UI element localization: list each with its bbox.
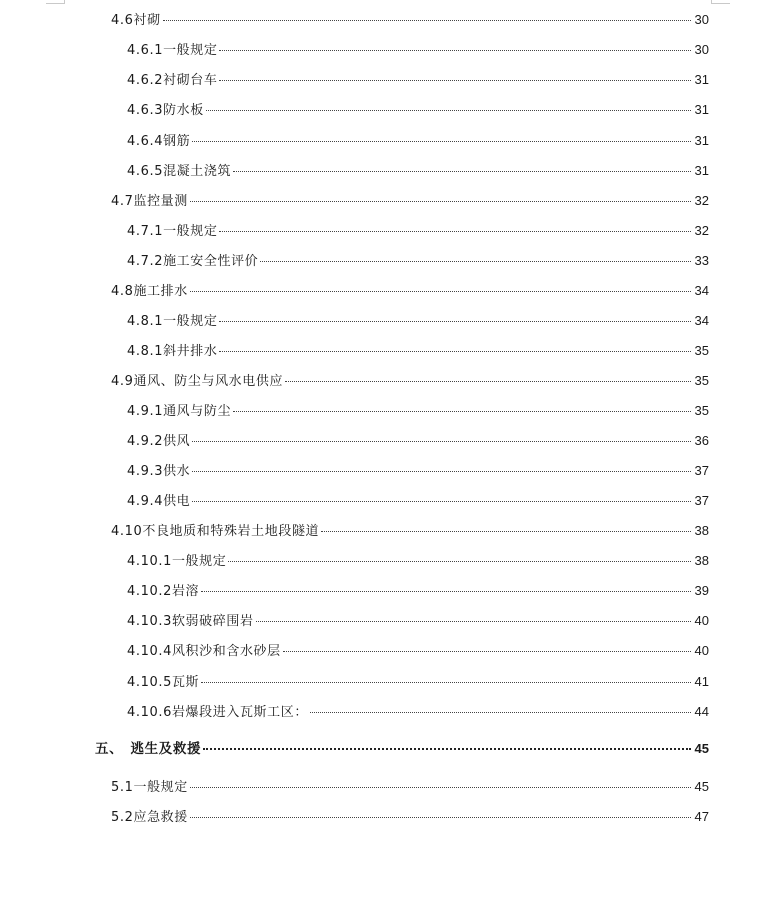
toc-dot-leader [260,261,691,262]
toc-entry-page: 35 [694,373,709,388]
toc-entry-title: 4.6.5混凝土浇筑 [127,164,232,179]
toc-entry[interactable] [127,432,709,450]
toc-entry[interactable] [127,612,709,630]
toc-dot-leader [285,381,691,382]
toc-entry-page: 37 [694,463,709,478]
toc-entry-title: 4.9.4供电 [127,494,191,509]
toc-entry-page: 31 [694,102,709,117]
toc-entry[interactable] [127,402,709,420]
toc-dot-leader [219,80,691,81]
toc-entry-title: 4.9.3供水 [127,464,191,479]
toc-entry-page: 40 [694,613,709,628]
toc-dot-leader [233,411,691,412]
toc-entry[interactable] [127,101,709,119]
toc-dot-leader [206,110,691,111]
toc-entry-page: 32 [694,223,709,238]
toc-entry-title: 4.10.6岩爆段进入瓦斯工区： [127,705,308,720]
toc-entry[interactable] [127,703,709,721]
toc-entry-page: 30 [694,12,709,27]
toc-entry-page: 39 [694,583,709,598]
toc-dot-leader [192,501,691,502]
toc-entry-title: 4.6.3防水板 [127,103,204,118]
toc-entry-page: 37 [694,493,709,508]
toc-entry[interactable] [127,552,709,570]
toc-entry-title: 4.10.1一般规定 [127,554,227,569]
toc-entry[interactable] [127,462,709,480]
toc-entry-title: 4.8.1一般规定 [127,314,218,329]
toc-entry[interactable] [127,162,709,180]
toc-entry[interactable] [127,41,709,59]
toc-chapter-entry[interactable] [95,740,709,758]
toc-entry-page: 44 [694,704,709,719]
toc-entry[interactable] [111,372,709,390]
toc-dot-leader [163,20,691,21]
toc-entry-page: 45 [694,741,709,756]
toc-entry-title: 4.9.2供风 [127,434,191,449]
toc-dot-leader [201,682,691,683]
toc-entry-page: 31 [694,163,709,178]
toc-entry-page: 33 [694,253,709,268]
toc-dot-leader [192,471,691,472]
toc-entry-title: 4.6衬砌 [111,13,161,28]
toc-entry-page: 31 [694,72,709,87]
toc-entry[interactable] [127,673,709,691]
toc-entry[interactable] [111,192,709,210]
toc-entry-title: 4.10.4风积沙和含水砂层 [127,644,281,659]
toc-dot-leader [201,591,691,592]
toc-entry[interactable] [127,312,709,330]
toc-entry-title: 4.10.2岩溶 [127,584,200,599]
toc-entry-title: 4.6.4钢筋 [127,134,191,149]
toc-entry[interactable] [111,11,709,29]
toc-entry[interactable] [111,522,709,540]
toc-entry-title: 4.8施工排水 [111,284,188,299]
toc-entry[interactable] [127,222,709,240]
toc-entry[interactable] [127,342,709,360]
toc-dot-leader [203,748,691,750]
toc-dot-leader [192,141,691,142]
toc-entry-page: 36 [694,433,709,448]
toc-entry-title: 4.7监控量测 [111,194,188,209]
toc-entry[interactable] [111,282,709,300]
toc-dot-leader [219,321,691,322]
toc-dot-leader [256,621,691,622]
toc-dot-leader [219,231,691,232]
toc-entry[interactable] [127,71,709,89]
toc-entry-page: 31 [694,133,709,148]
toc-entry-page: 30 [694,42,709,57]
toc-entry-page: 32 [694,193,709,208]
toc-entry[interactable] [111,778,709,796]
toc-entry[interactable] [111,808,709,826]
toc-entry[interactable] [127,492,709,510]
toc-entry-title: 4.10不良地质和特殊岩土地段隧道 [111,524,320,539]
toc-entry[interactable] [127,252,709,270]
toc-entry-title: 五、 逃生及救援 [95,741,202,757]
toc-entry[interactable] [127,642,709,660]
toc-entry-title: 4.6.1一般规定 [127,43,218,58]
toc-entry-title: 4.9通风、防尘与风水电供应 [111,374,284,389]
toc-dot-leader [190,291,691,292]
toc-dot-leader [192,441,691,442]
toc-dot-leader [190,201,691,202]
toc-entry-title: 5.1一般规定 [111,780,188,795]
toc-dot-leader [219,351,691,352]
page-corner-tick-left [46,3,64,4]
toc-entry-title: 4.6.2衬砌台车 [127,73,218,88]
toc-dot-leader [228,561,691,562]
toc-dot-leader [283,651,691,652]
toc-entry-page: 45 [694,779,709,794]
toc-entry-page: 40 [694,643,709,658]
toc-entry-page: 35 [694,343,709,358]
toc-entry-page: 38 [694,553,709,568]
toc-entry-title: 4.9.1通风与防尘 [127,404,232,419]
toc-entry[interactable] [127,582,709,600]
toc-entry-title: 4.10.3软弱破碎围岩 [127,614,254,629]
toc-entry[interactable] [127,132,709,150]
toc-dot-leader [321,531,691,532]
toc-entry-title: 4.7.1一般规定 [127,224,218,239]
page-corner-mark-left [64,0,65,4]
toc-dot-leader [219,50,691,51]
toc-entry-page: 35 [694,403,709,418]
toc-dot-leader [190,787,691,788]
toc-entry-page: 47 [694,809,709,824]
toc-entry-page: 34 [694,313,709,328]
toc-entry-title: 4.7.2施工安全性评价 [127,254,259,269]
toc-dot-leader [190,817,691,818]
page-corner-tick-right [712,3,730,4]
toc-entry-title: 4.10.5瓦斯 [127,675,200,690]
toc-entry-page: 41 [694,674,709,689]
toc-entry-page: 34 [694,283,709,298]
toc-dot-leader [310,712,691,713]
toc-entry-title: 5.2应急救援 [111,810,188,825]
toc-entry-page: 38 [694,523,709,538]
toc-entry-title: 4.8.1斜井排水 [127,344,218,359]
toc-dot-leader [233,171,691,172]
